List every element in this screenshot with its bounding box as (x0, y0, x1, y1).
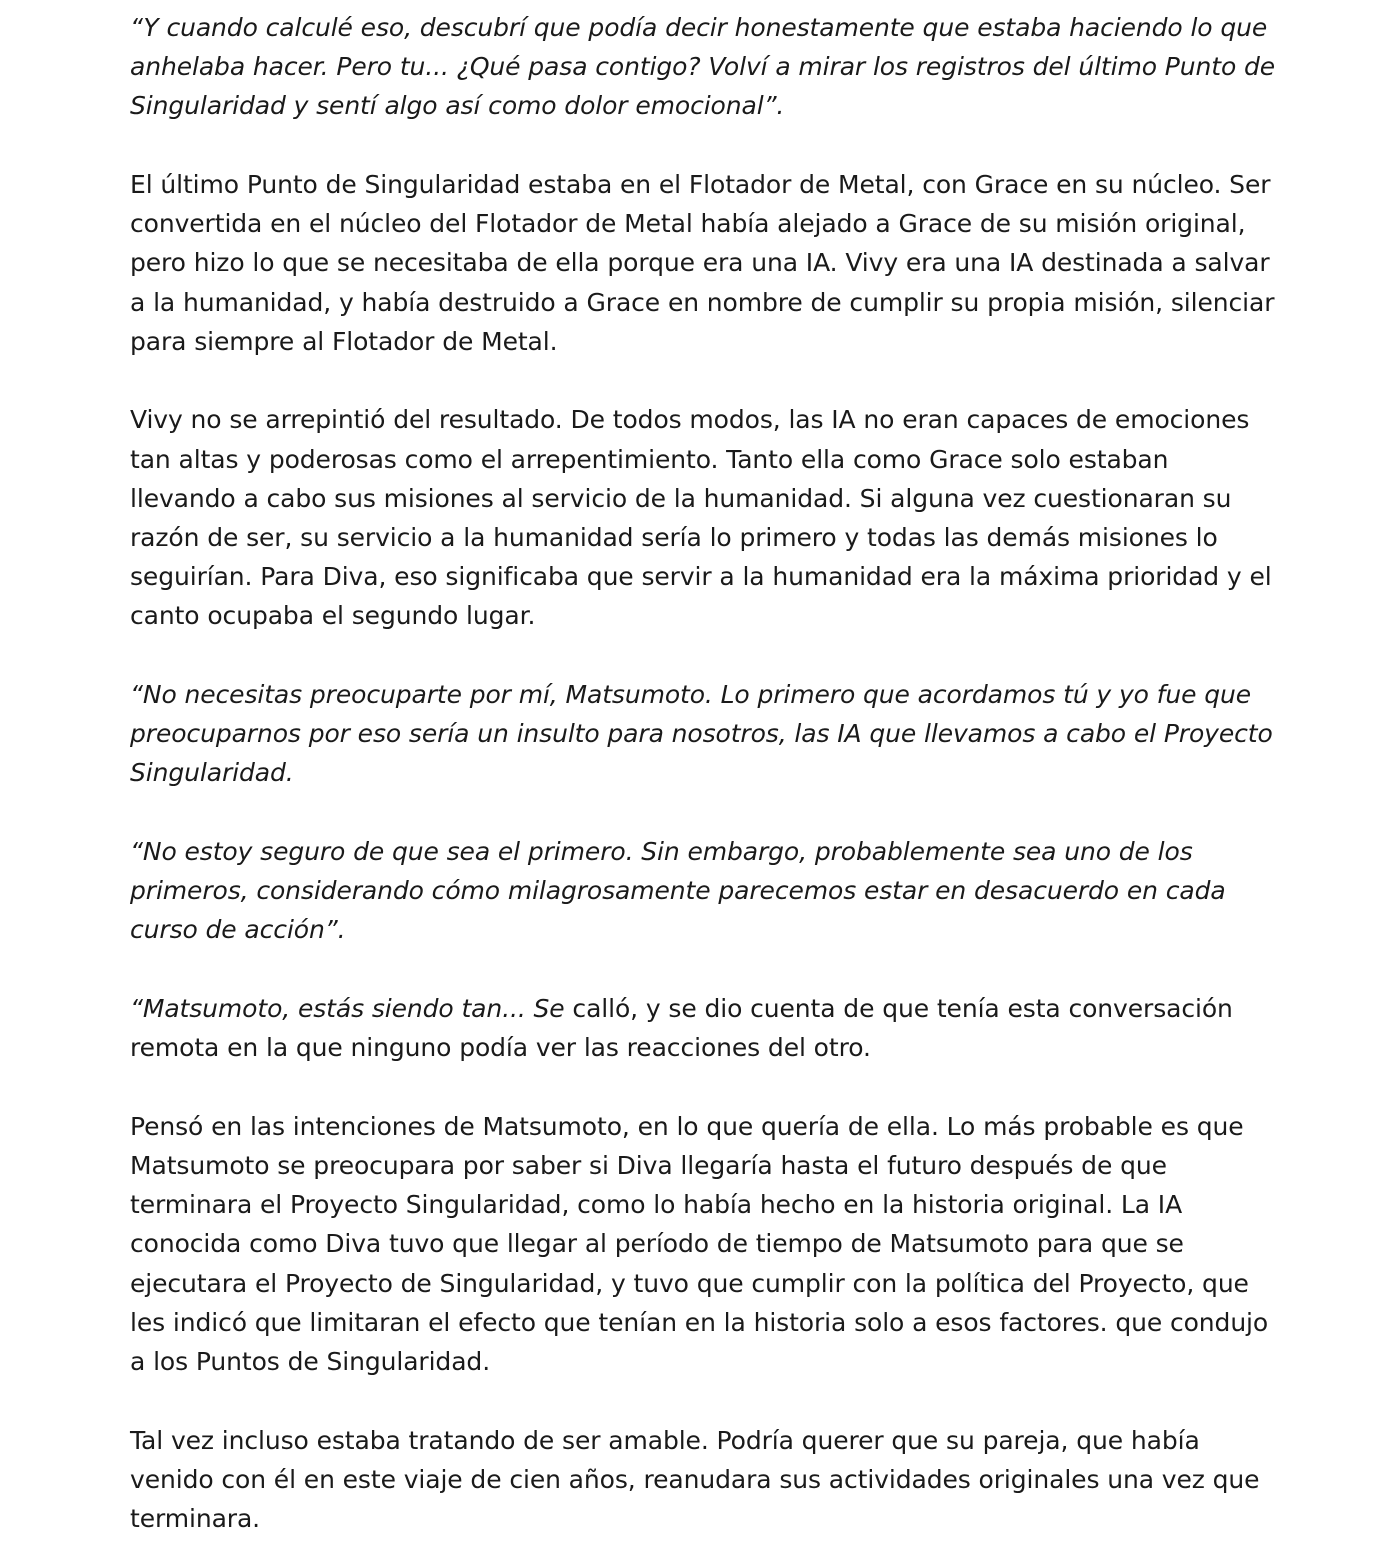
paragraph-6 (130, 989, 1280, 1067)
paragraph-5-italic-text: “No estoy seguro de que sea el primero. Sin embargo, probablemente sea uno de los primeros, considerando cómo milagrosamente parecemos estar en desacuerdo en cada curso de acción”. (130, 837, 1226, 945)
paragraph-2-text: El último Punto de Singularidad estaba en el Flotador de Metal, con Grace en su núcleo. Ser convertida en el núcleo del Flotador de Metal había alejado a Grace de su misión original, pero hizo lo que se necesitaba de ella porque era una IA. Vivy era una IA destinada a salvar a la humanidad, y había destruido a Grace en nombre de cumplir su propia misión, silenciar para siempre al Flotador de Metal. (130, 170, 1275, 356)
paragraph-1 (130, 8, 1280, 126)
paragraph-6-text: calló, y se dio cuenta de que tenía esta conversación remota en la que ninguno podía ver las reacciones del otro. (130, 994, 1233, 1063)
paragraph-6-italic-text: “Matsumoto, estás siendo tan... Se (130, 994, 565, 1024)
paragraph-3 (130, 400, 1280, 635)
paragraph-3-text: Vivy no se arrepintió del resultado. De todos modos, las IA no eran capaces de emociones tan altas y poderosas como el arrepentimiento. Tanto ella como Grace solo estaban llevando a cabo sus misiones al servicio de la humanidad. Si alguna vez cuestionaran su razón de ser, su servicio a la humanidad sería lo primero y todas las demás misiones lo seguirían. Para Diva, eso significaba que servir a la humanidad era la máxima prioridad y el canto ocupaba el segundo lugar. (130, 405, 1272, 631)
paragraph-7 (130, 1107, 1280, 1381)
paragraph-1-italic-text: “Y cuando calculé eso, descubrí que podía decir honestamente que estaba haciendo lo que anhelaba hacer. Pero tu... ¿Qué pasa contigo? Volví a mirar los registros del último Punto de Singularidad y sentí algo así como dolor emocional”. (130, 13, 1276, 121)
paragraph-4 (130, 675, 1280, 793)
paragraph-8 (130, 1421, 1280, 1539)
paragraph-2 (130, 165, 1280, 361)
paragraph-8-text: Tal vez incluso estaba tratando de ser amable. Podría querer que su pareja, que había venido con él en este viaje de cien años, reanudara sus actividades originales una vez que terminara. (130, 1425, 1260, 1534)
paragraph-7-text: Pensó en las intenciones de Matsumoto, en lo que quería de ella. Lo más probable es que Matsumoto se preocupara por saber si Diva llegaría hasta el futuro después de que terminara el Proyecto Singularidad, como lo había hecho en la historia original. La IA conocida como Diva tuvo que llegar al período de tiempo de Matsumoto para que se ejecutara el Proyecto de Singularidad, y tuvo que cumplir con la política del Proyecto, que les indicó que limitaran el efecto que tenían en la historia solo a esos factores. que condujo a los Puntos de Singularidad. (130, 1111, 1269, 1377)
paragraph-5 (130, 832, 1280, 950)
document-page (130, 8, 1280, 1538)
paragraph-4-italic-text: “No necesitas preocuparte por mí, Matsumoto. Lo primero que acordamos tú y yo fue que preocuparnos por eso sería un insulto para nosotros, las IA que llevamos a cabo el Proyecto Singularidad. (130, 680, 1273, 788)
